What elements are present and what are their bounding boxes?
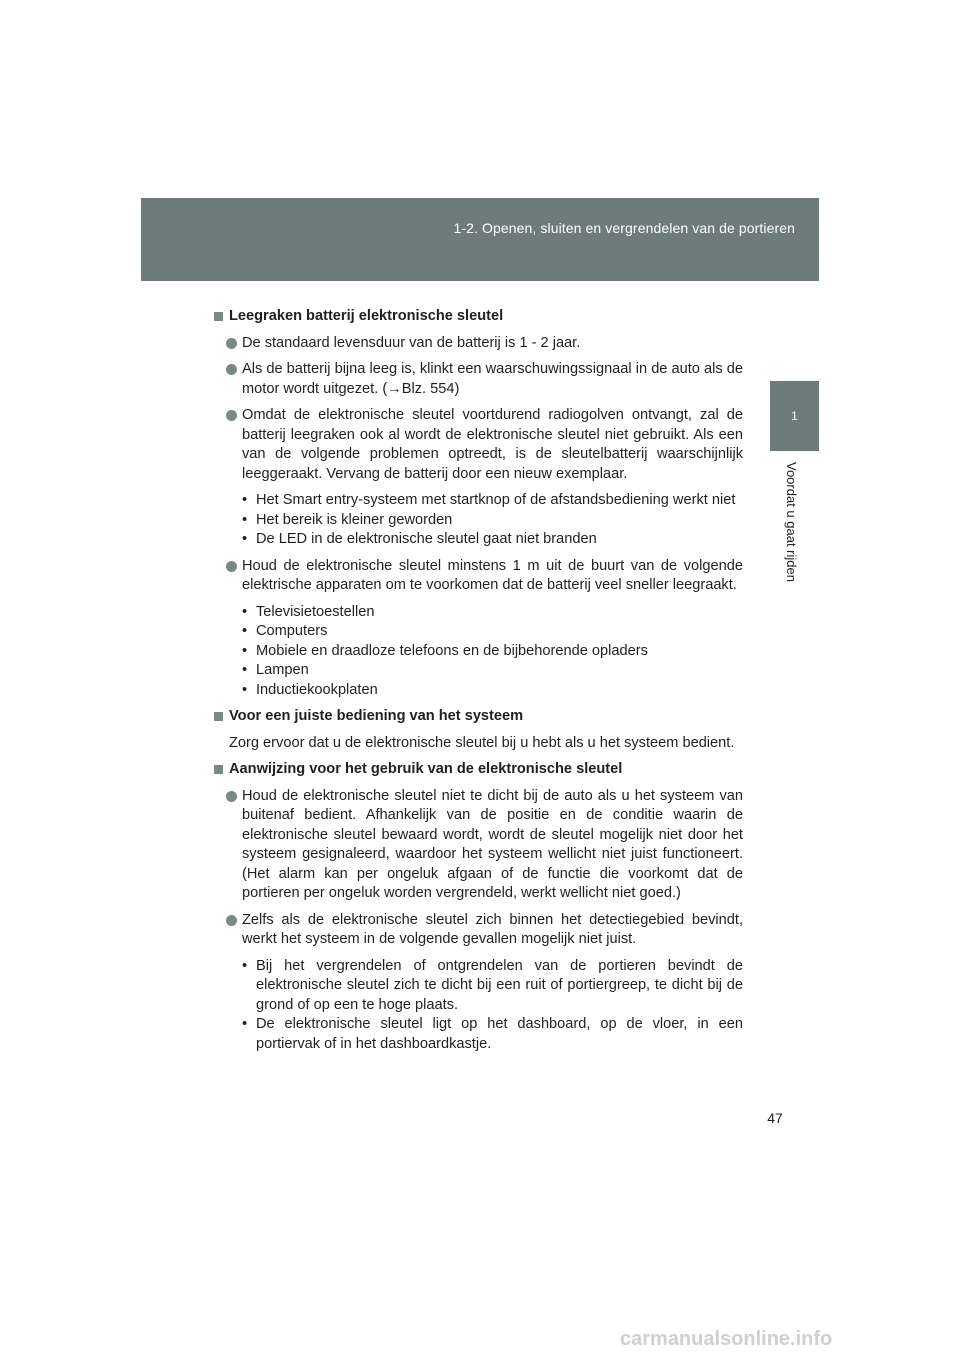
section-heading (214, 707, 743, 727)
page-number: 47 (767, 1110, 783, 1126)
section-heading (214, 307, 743, 327)
header-band (141, 198, 819, 281)
list-item (242, 622, 743, 642)
square-marker-icon (214, 712, 223, 721)
bullet-item (214, 787, 743, 904)
square-marker-icon (214, 765, 223, 774)
bullet-item (214, 360, 743, 399)
paragraph: Zorg ervoor dat u de elektronische sleutel bij u hebt als u het systeem bedient. (229, 734, 735, 751)
bullet-dot-icon (226, 364, 237, 375)
list-item-text: Het Smart entry-systeem met startknop of de afstandsbediening werkt niet (256, 492, 736, 508)
heading-text: Leegraken batterij elektronische sleutel (229, 308, 504, 324)
sub-list (214, 603, 743, 701)
bullet-text: Houd de elektronische sleutel minstens 1 m uit de buurt van de volgende elektrische apparaten om te voorkomen dat de batterij veel sneller leegraakt. (242, 557, 743, 593)
bullet-dot-icon (226, 915, 237, 926)
list-item-text: De elektronische sleutel ligt op het dashboard, op de vloer, in een portiervak of in het dashboardkastje. (256, 1016, 743, 1052)
bullet-dot-icon (226, 338, 237, 349)
list-item (242, 603, 743, 623)
bullet-text: De standaard levensduur van de batterij is 1 - 2 jaar. (242, 334, 581, 351)
page-content (214, 307, 743, 1061)
square-marker-icon (214, 312, 223, 321)
list-item (242, 491, 743, 511)
list-item-text: Het bereik is kleiner geworden (256, 511, 453, 528)
list-item (242, 511, 743, 531)
bullet-dot-icon (226, 410, 237, 421)
bullet-mark: • (242, 957, 248, 974)
chapter-number: 1 (791, 409, 798, 423)
bullet-mark: • (242, 492, 248, 508)
bullet-text: Omdat de elektronische sleutel voortdurend radiogolven ontvangt, zal de batterij leegraken ook al wordt de elektronische sleutel niet gebruikt. Als een van de volgende problemen optreedt, is de sleutelbatterij waarschijnlijk leeggeraakt. Vervang de batterij door een nieuw exemplaar. (242, 407, 743, 482)
sub-list (214, 491, 743, 550)
list-item (242, 661, 743, 681)
bullet-dot-icon (226, 791, 237, 802)
list-item (242, 530, 743, 550)
list-item (242, 681, 743, 701)
chapter-tab (770, 381, 819, 451)
heading-text: Aanwijzing voor het gebruik van de elektronische sleutel (229, 761, 623, 777)
bullet-item (214, 557, 743, 596)
list-item-text: Lampen (256, 662, 309, 678)
list-item-text: Mobiele en draadloze telefoons en de bijbehorende opladers (256, 642, 648, 659)
bullet-mark: • (242, 603, 248, 620)
bullet-item (214, 406, 743, 484)
bullet-text: Zelfs als de elektronische sleutel zich binnen het detectiegebied bevindt, werkt het systeem in de volgende gevallen mogelijk niet juist. (242, 911, 743, 947)
bullet-mark: • (242, 681, 248, 698)
bullet-item (214, 334, 743, 354)
section-heading (214, 760, 743, 780)
bullet-mark: • (242, 531, 248, 547)
list-item-text: Bij het vergrendelen of ontgrendelen van de portieren bevindt de elektronische sleutel zich te dicht bij een ruit of portiergreep, te dicht bij de grond of op een te hoge plaats. (256, 957, 743, 1013)
section-title: 1-2. Openen, sluiten en vergrendelen van de portieren (453, 220, 795, 236)
bullet-mark: • (242, 511, 248, 528)
list-item-text: Computers (256, 623, 328, 639)
list-item (242, 1015, 743, 1054)
list-item-text: Inductiekookplaten (256, 681, 378, 698)
bullet-mark: • (242, 662, 248, 678)
bullet-mark: • (242, 1016, 248, 1032)
sub-list (214, 957, 743, 1055)
list-item (242, 957, 743, 1016)
bullet-mark: • (242, 642, 248, 659)
list-item (242, 642, 743, 662)
bullet-dot-icon (226, 561, 237, 572)
bullet-item (214, 911, 743, 950)
bullet-mark: • (242, 623, 248, 639)
bullet-text: Als de batterij bijna leeg is, klinkt een waarschuwingssignaal in de auto als de motor wordt uitgezet. (→Blz. 554) (242, 361, 743, 397)
heading-text: Voor een juiste bediening van het systeem (229, 708, 524, 724)
bullet-text: Houd de elektronische sleutel niet te dicht bij de auto als u het systeem van buitenaf bedient. Afhankelijk van de positie en de conditie waarin de elektronische sleutel bewaard wordt, wordt de sleutel mogelijk niet door het systeem gesignaleerd, waardoor het systeem wellicht niet juist functioneert. (Het alarm kan per ongeluk afgaan of de functie die voorkomt dat de portieren per ongeluk worden vergrendeld, werkt wellicht niet goed.) (242, 787, 743, 901)
chapter-title: Voordat u gaat rijden (784, 462, 799, 582)
watermark: carmanualsonline.info (620, 1328, 833, 1350)
list-item-text: De LED in de elektronische sleutel gaat niet branden (256, 531, 597, 547)
list-item-text: Televisietoestellen (256, 603, 375, 620)
